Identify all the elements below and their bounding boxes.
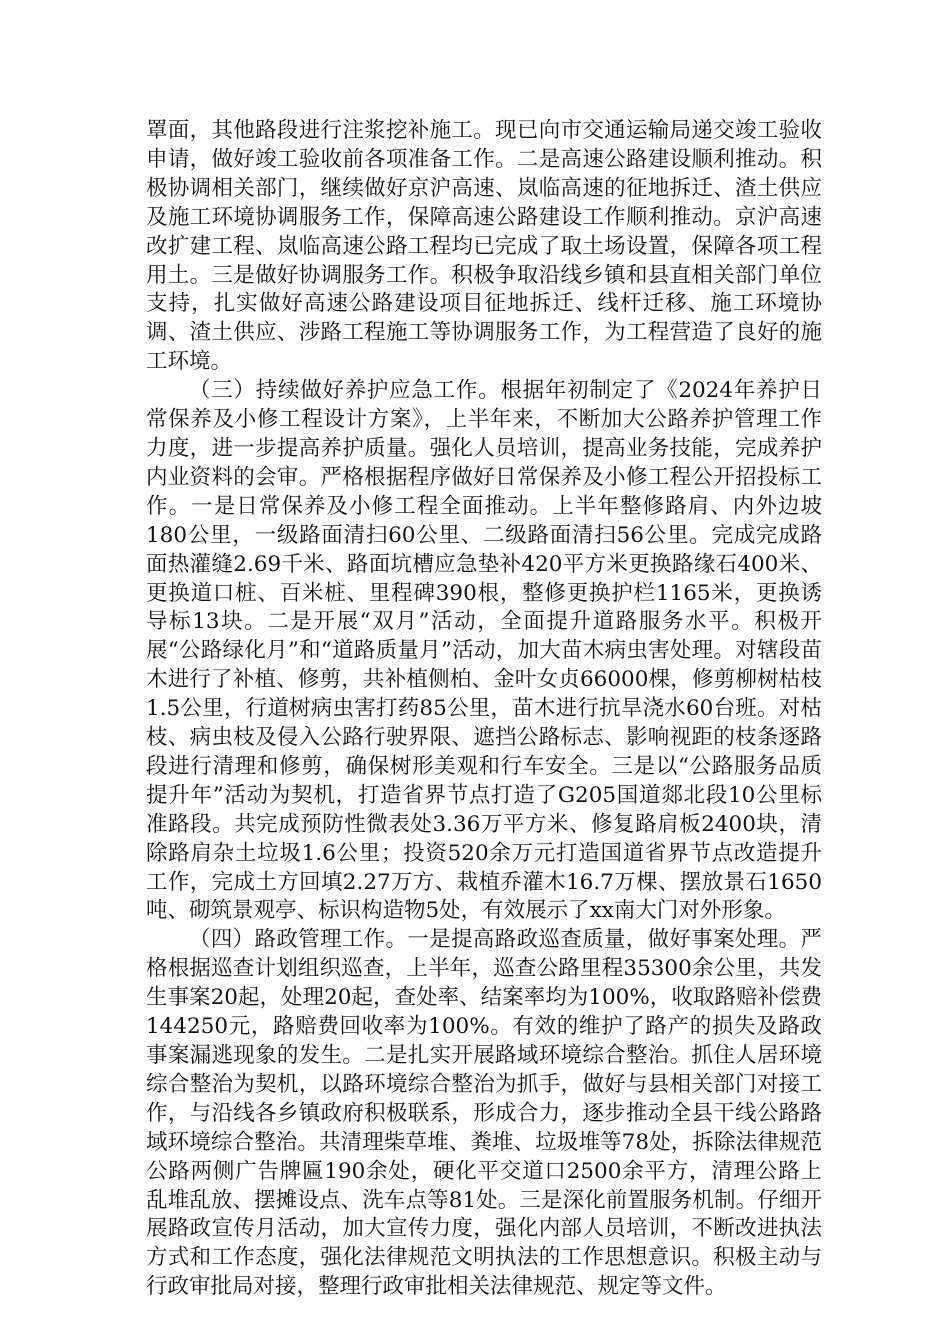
paragraph-highway-construction: 罩面，其他路段进行注浆挖补施工。现已向市交通运输局递交竣工验收申请，做好竣工验收前各项准备工作。二是高速公路建设顺利推动。积极协调相关部门，继续做好京沪高速、岚临高速的征地拆迁、渣土供应及施工环境协调服务工作，保障高速公路建设工作顺利推动。京沪高速改扩建工程、岚临高速公路工程均已完成了取土场设置，保障各项工程用土。三是做好协调服务工作。积极争取沿线乡镇和县直相关部门单位支持，扎实做好高速公路建设项目征地拆迁、线杆迁移、施工环境协调、渣土供应、涉路工程施工等协调服务工作，为工程营造了良好的施工环境。: [146, 118, 822, 375]
document-body: [146, 117, 822, 1302]
paragraph-road-administration: （四）路政管理工作。一是提高路政巡查质量，做好事案处理。严格根据巡查计划组织巡查，上半年，巡查公路里程35300余公里，共发生事案20起，处理20起，查处率、结案率均为100%，收取路赔补偿费144250元，路赔费回收率为100%。有效的维护了路产的损失及路政事案漏逃现象的发生。二是扎实开展路域环境综合整治。抓住人居环境综合整治为契机，以路环境综合整治为抓手，做好与县相关部门对接工作，与沿线各乡镇政府积极联系，形成合力，逐步推动全县干线公路路域环境综合整治。共清理柴草堆、粪堆、垃圾堆等78处，拆除法律规范公路两侧广告牌匾190余处，硬化平交道口2500余平方，清理公路上乱堆乱放、摆摊设点、洗车点等81处。三是深化前置服务机制。仔细开展路政宣传月活动，加大宣传力度，强化内部人员培训，不断改进执法方式和工作态度，强化法律规范文明执法的工作思想意识。积极主动与行政审批局对接，整理行政审批相关法律规范、规定等文件。: [146, 927, 822, 1300]
paragraph-maintenance-emergency: （三）持续做好养护应急工作。根据年初制定了《2024年养护日常保养及小修工程设计方案》，上半年来，不断加大公路养护管理工作力度，进一步提高养护质量。强化人员培训，提高业务技能，完成养护内业资料的会审。严格根据程序做好日常保养及小修工程公开招投标工作。一是日常保养及小修工程全面推动。上半年整修路肩、内外边坡180公里，一级路面清扫60公里、二级路面清扫56公里。完成完成路面热灌缝2.69千米、路面坑槽应急垫补420平方米更换路缘石400米、更换道口桩、百米桩、里程碑390根，整修更换护栏1165米，更换诱导标13块。二是开展“双月”活动，全面提升道路服务水平。积极开展“公路绿化月”和“道路质量月”活动，加大苗木病虫害处理。对辖段苗木进行了补植、修剪，共补植侧柏、金叶女贞66000棵，修剪柳树枯枝1.5公里，行道树病虫害打药85公里，苗木进行抗旱浇水60台班。对枯枝、病虫枝及侵入公路行驶界限、遮挡公路标志、影响视距的枝条逐路段进行清理和修剪，确保树形美观和行车安全。三是以“公路服务品质提升年”活动为契机，打造省界节点打造了G205国道郯北段10公里标准路段。共完成预防性微表处3.36万平方米、修复路肩板2400块，清除路肩杂土垃圾1.6公里；投资520余万元打造国道省界节点改造提升工作，完成土方回填2.27万方、栽植乔灌木16.7万棵、摆放景石1650吨、砌筑景观亭、标识构造物5处，有效展示了xx南大门对外形象。: [146, 378, 822, 924]
